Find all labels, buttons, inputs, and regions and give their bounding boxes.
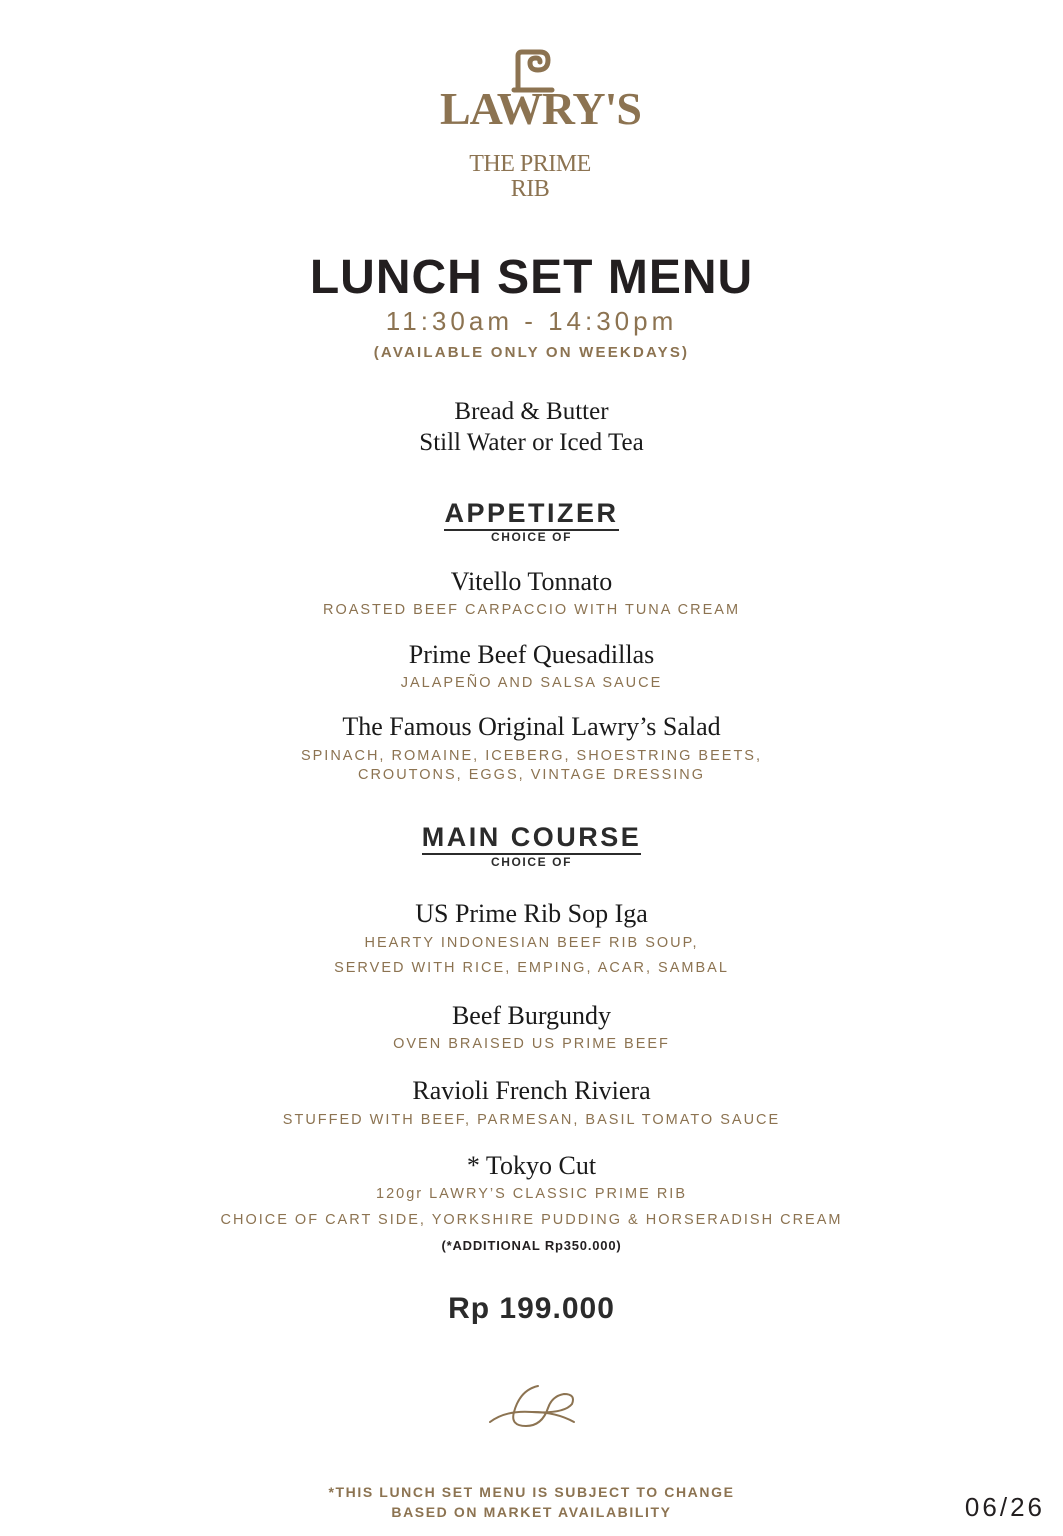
dish-name: US Prime Rib Sop Iga: [415, 899, 648, 928]
dish-description: HEARTY INDONESIAN BEEF RIB SOUP,: [364, 935, 699, 951]
dish-description: STUFFED WITH BEEF, PARMESAN, BASIL TOMATO SAUCE: [282, 1112, 781, 1128]
main-course-heading: [0, 822, 1063, 853]
decorative-flourish-icon: [486, 1382, 578, 1432]
dish-name: * Tokyo Cut: [466, 1151, 597, 1180]
dish-description: 120gr LAWRY’S CLASSIC PRIME RIB: [376, 1186, 687, 1202]
footer-disclaimer: *THIS LUNCH SET MENU IS SUBJECT TO CHANGE: [328, 1484, 735, 1500]
appetizer-heading: [0, 498, 1063, 529]
footer-disclaimer: BASED ON MARKET AVAILABILITY: [391, 1504, 672, 1520]
brand-subtitle-line2: RIB: [510, 176, 550, 202]
brand-subtitle-line1: THE PRIME: [469, 151, 591, 177]
dish-description: OVEN BRAISED US PRIME BEEF: [393, 1036, 670, 1052]
dish-description: SERVED WITH RICE, EMPING, ACAR, SAMBAL: [334, 960, 729, 976]
dish-name: Prime Beef Quesadillas: [408, 640, 655, 669]
dish-description: CROUTONS, EGGS, VINTAGE DRESSING: [357, 767, 706, 783]
page-title: LUNCH SET MENU: [309, 251, 754, 304]
dish-description: ROASTED BEEF CARPACCIO WITH TUNA CREAM: [322, 602, 741, 618]
set-menu-price: Rp 199.000: [448, 1292, 615, 1325]
dish-description: JALAPEÑO AND SALSA SAUCE: [400, 675, 663, 691]
availability-note: (AVAILABLE ONLY ON WEEKDAYS): [373, 344, 690, 361]
dish-name: Ravioli French Riviera: [412, 1076, 651, 1105]
brand-name: LAWRY'S: [440, 83, 641, 134]
dish-name: Beef Burgundy: [451, 1001, 612, 1030]
dish-name: Vitello Tonnato: [450, 567, 613, 596]
included-item: Bread & Butter: [454, 398, 609, 425]
dish-description: CHOICE OF CART SIDE, YORKSHIRE PUDDING & HORSERADISH CREAM: [220, 1212, 843, 1228]
page-number: 06/26: [964, 1492, 1045, 1522]
appetizer-choice-label: CHOICE OF: [490, 530, 573, 544]
additional-charge-note: (*ADDITIONAL Rp350.000): [441, 1238, 622, 1253]
included-item: Still Water or Iced Tea: [419, 429, 644, 456]
dish-description: SPINACH, ROMAINE, ICEBERG, SHOESTRING BEETS,: [300, 748, 763, 764]
main-course-heading-text: MAIN COURSE: [422, 822, 642, 855]
service-hours: 11:30am - 14:30pm: [385, 306, 678, 336]
main-course-choice-label: CHOICE OF: [490, 855, 573, 869]
lawrys-logo: [440, 48, 641, 213]
dish-name: The Famous Original Lawry’s Salad: [342, 712, 721, 741]
appetizer-heading-text: APPETIZER: [444, 498, 618, 531]
